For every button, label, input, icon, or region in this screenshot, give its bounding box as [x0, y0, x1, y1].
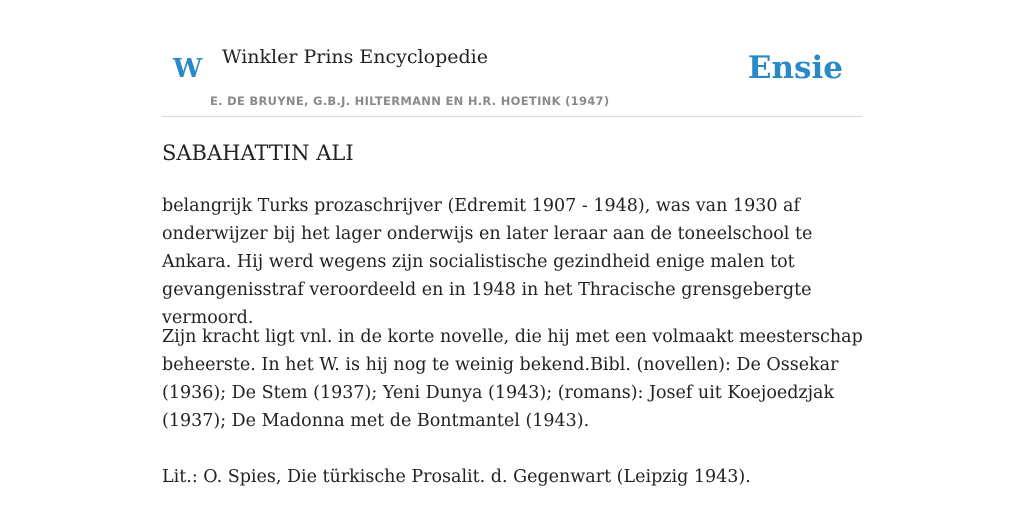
entry-literature: Lit.: O. Spies, Die türkische Prosalit. d. Gegenwart (Leipzig 1943).: [162, 467, 751, 487]
entry-paragraph-2: Zijn kracht ligt vnl. in de korte novelle, die hij met een volmaakt meesterschap beheerste. In het W. is hij nog te weinig bekend.Bibl. (novellen): De Ossekar (1936); De Stem (1937); Yeni Dunya (1943); (romans): Josef uit Koejoedzjak (1937); De Madonna met de Bontmantel (1943).: [162, 327, 863, 431]
entry-paragraph-1: belangrijk Turks prozaschrijver (Edremit 1907 - 1948), was van 1930 af onderwijzer bij het lager onderwijs en later leraar aan de toneelschool te Ankara. Hij werd wegens zijn socialistische gezindheid enige malen tot gevangenisstraf veroordeeld en in 1948 in het Thracische grensgebergte vermoord.: [162, 196, 813, 328]
ensie-logo[interactable]: Ensie: [747, 50, 843, 86]
site-header: [162, 40, 862, 117]
encyclopedia-title[interactable]: Winkler Prins Encyclopedie: [222, 46, 488, 68]
entry-title: SABAHATTIN ALI: [162, 141, 354, 165]
encyclopedia-authors: E. DE BRUYNE, G.B.J. HILTERMANN EN H.R. HOETINK (1947): [210, 94, 610, 108]
winkler-prins-logo[interactable]: W: [173, 54, 203, 84]
